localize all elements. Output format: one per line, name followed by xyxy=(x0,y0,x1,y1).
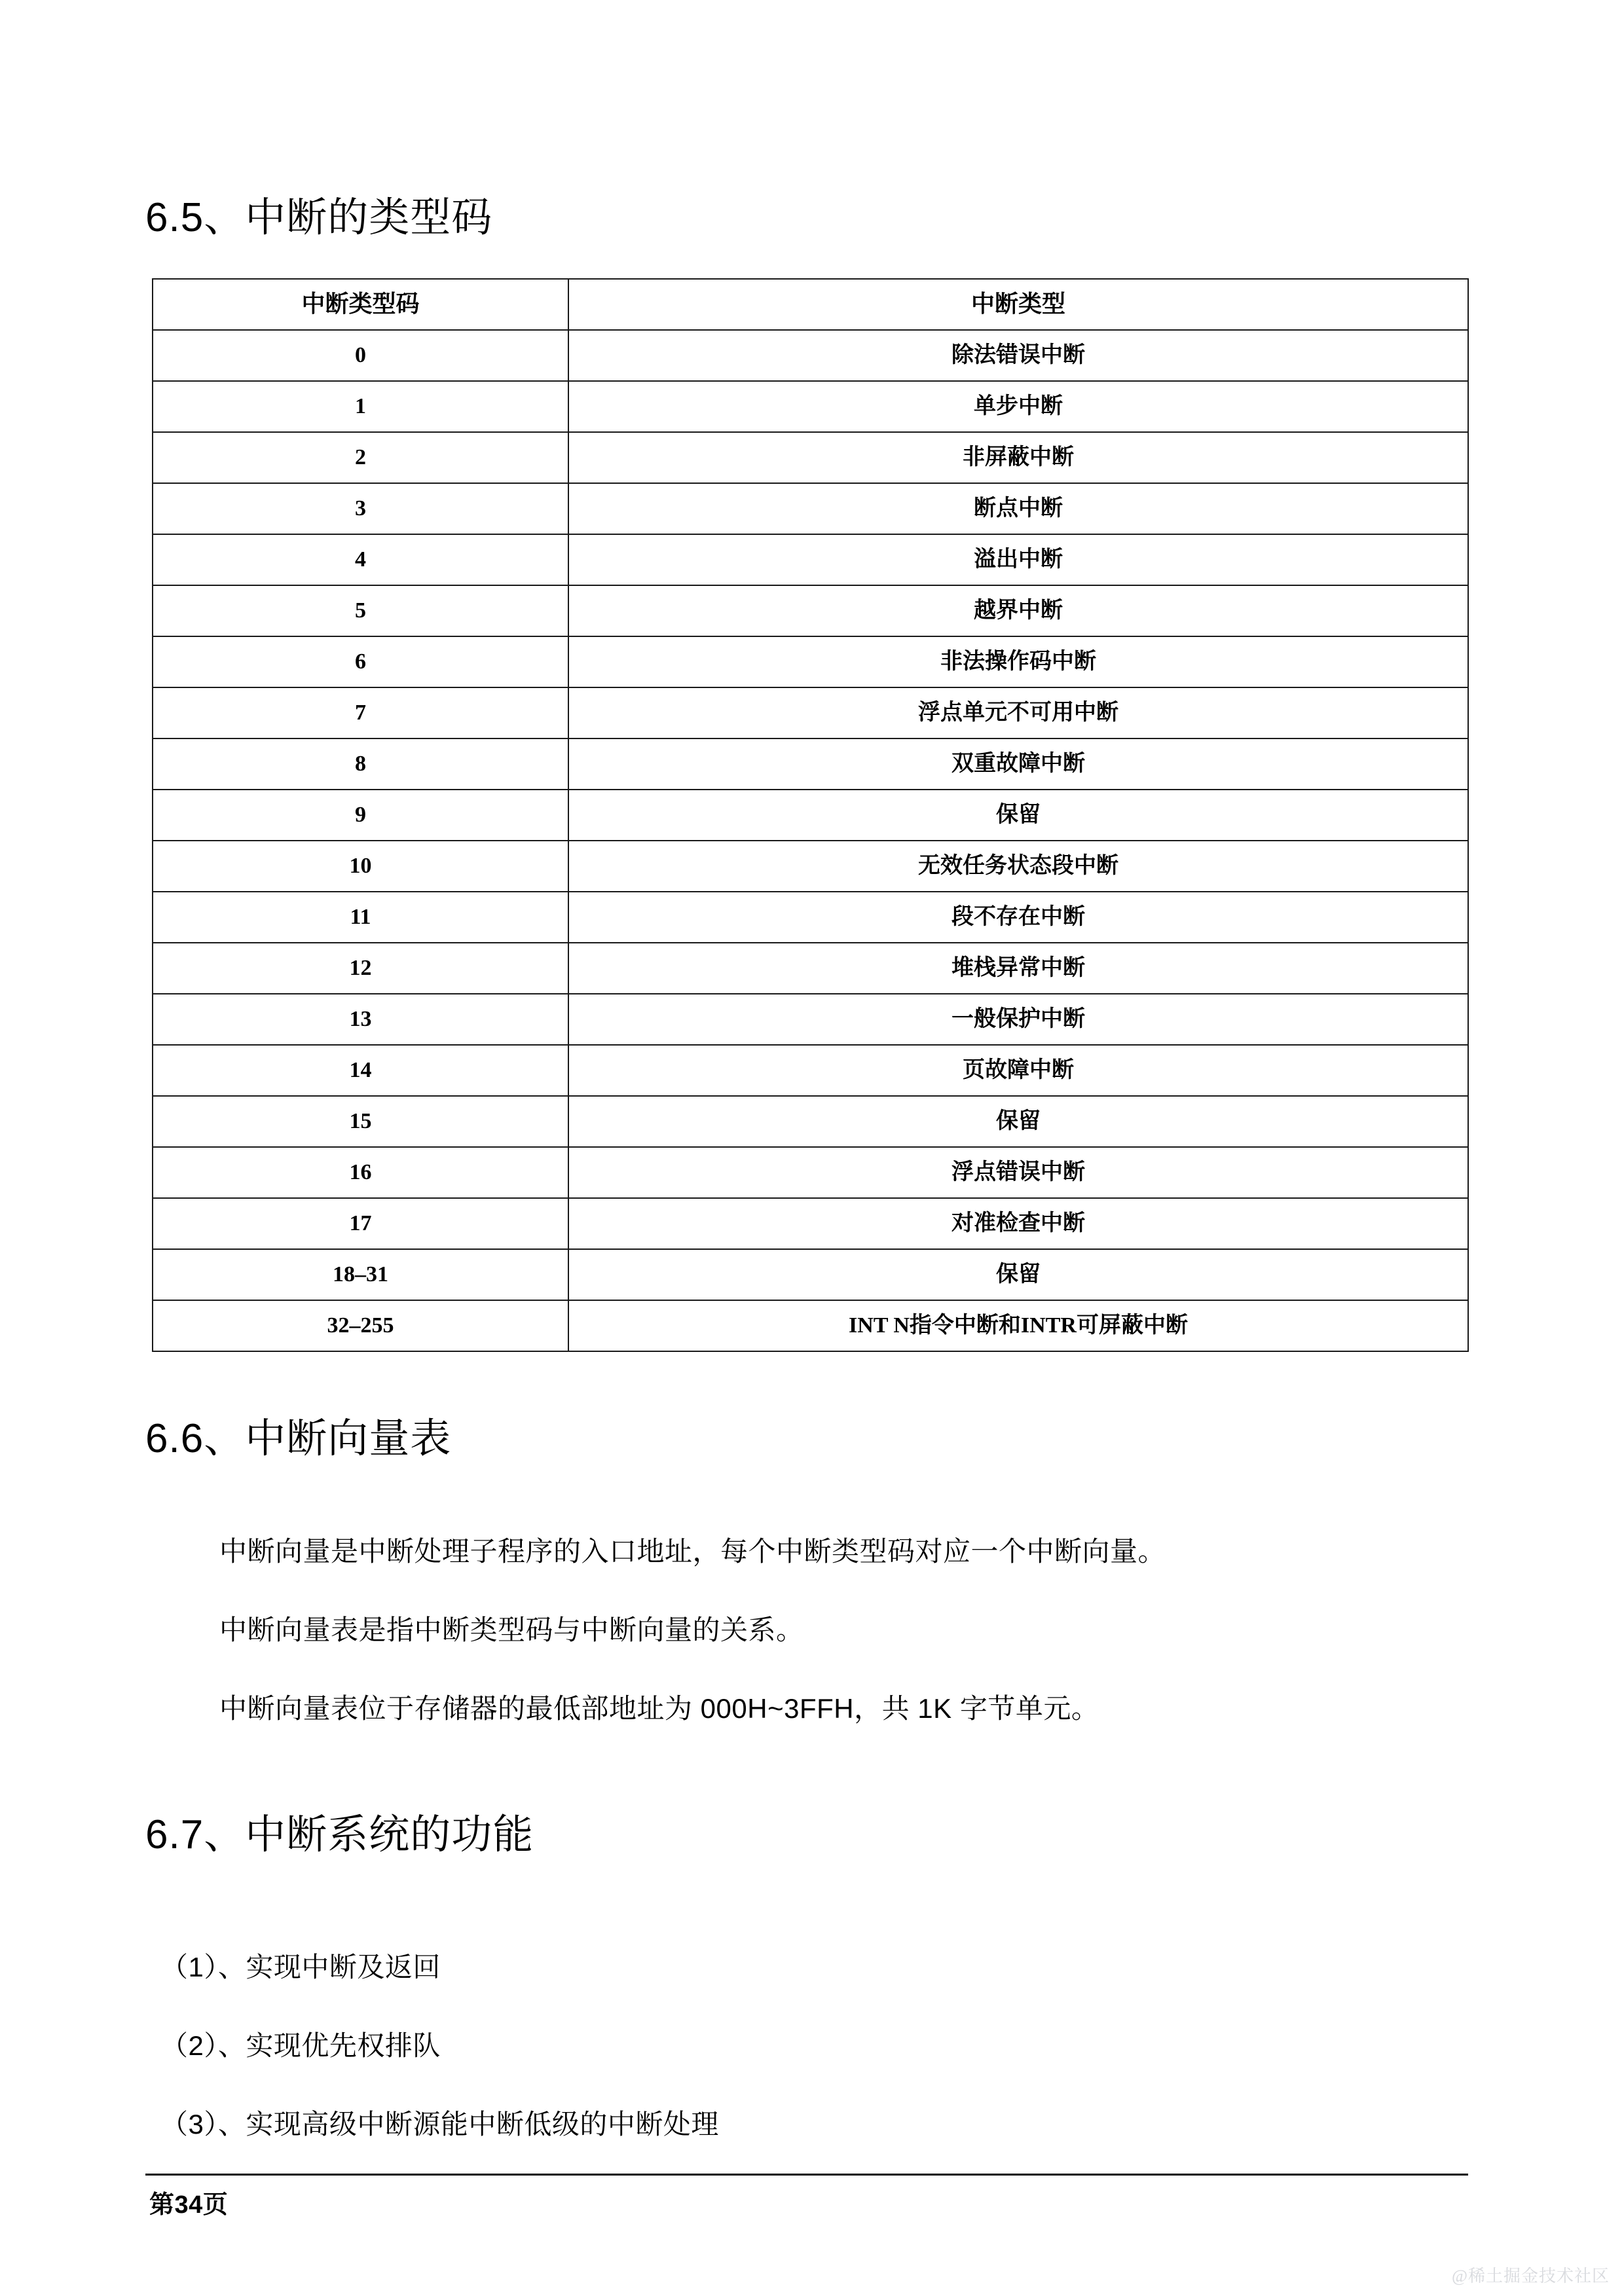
table-header-row xyxy=(153,279,1468,330)
section-heading-6-7: 6.7、中断系统的功能 xyxy=(145,1812,534,1858)
cell-code: 15 xyxy=(153,1096,568,1147)
page-number: 第34页 xyxy=(149,2191,229,2219)
cell-type: 溢出中断 xyxy=(568,534,1468,585)
cell-code: 13 xyxy=(153,994,568,1045)
cell-code: 17 xyxy=(153,1198,568,1249)
cell-type: 保留 xyxy=(568,790,1468,841)
table-header-code: 中断类型码 xyxy=(153,279,568,330)
cell-code: 4 xyxy=(153,534,568,585)
table-row xyxy=(153,1198,1468,1249)
table-row xyxy=(153,738,1468,790)
table-row xyxy=(153,687,1468,738)
cell-type: 段不存在中断 xyxy=(568,892,1468,943)
list-item: （3）、实现高级中断源能中断低级的中断处理 xyxy=(160,2109,719,2140)
cell-code: 6 xyxy=(153,636,568,687)
table-row xyxy=(153,1045,1468,1096)
cell-type: 越界中断 xyxy=(568,585,1468,636)
table-body xyxy=(153,279,1468,1351)
table-header-type: 中断类型 xyxy=(568,279,1468,330)
cell-code: 0 xyxy=(153,330,568,381)
cell-type: 页故障中断 xyxy=(568,1045,1468,1096)
cell-type: 保留 xyxy=(568,1249,1468,1300)
cell-code: 3 xyxy=(153,483,568,534)
table-row xyxy=(153,636,1468,687)
table-row xyxy=(153,330,1468,381)
table-row xyxy=(153,790,1468,841)
cell-type: 单步中断 xyxy=(568,381,1468,432)
cell-type: 非屏蔽中断 xyxy=(568,432,1468,483)
cell-code: 1 xyxy=(153,381,568,432)
interrupt-type-code-table xyxy=(152,278,1469,1352)
cell-code: 7 xyxy=(153,687,568,738)
list-item: （1）、实现中断及返回 xyxy=(160,1952,441,1982)
cell-code: 9 xyxy=(153,790,568,841)
cell-type: INT N指令中断和INTR可屏蔽中断 xyxy=(568,1300,1468,1351)
cell-code: 5 xyxy=(153,585,568,636)
cell-code: 32–255 xyxy=(153,1300,568,1351)
cell-type: 无效任务状态段中断 xyxy=(568,841,1468,892)
paragraph-vector-table-definition: 中断向量表是指中断类型码与中断向量的关系。 xyxy=(219,1614,804,1645)
cell-type: 一般保护中断 xyxy=(568,994,1468,1045)
table-row xyxy=(153,841,1468,892)
cell-code: 12 xyxy=(153,943,568,994)
table-row xyxy=(153,432,1468,483)
section-heading-6-6: 6.6、中断向量表 xyxy=(145,1416,452,1462)
watermark: @稀土掘金技术社区 xyxy=(1452,2267,1610,2286)
cell-type: 浮点错误中断 xyxy=(568,1147,1468,1198)
cell-type: 双重故障中断 xyxy=(568,738,1468,790)
cell-type: 堆栈异常中断 xyxy=(568,943,1468,994)
footer-divider xyxy=(145,2174,1468,2176)
cell-type: 断点中断 xyxy=(568,483,1468,534)
cell-code: 14 xyxy=(153,1045,568,1096)
paragraph-vector-table-address: 中断向量表位于存储器的最低部地址为 000H~3FFH，共 1K 字节单元。 xyxy=(219,1693,1099,1724)
table-row xyxy=(153,381,1468,432)
table-row xyxy=(153,994,1468,1045)
cell-code: 2 xyxy=(153,432,568,483)
table-row xyxy=(153,1249,1468,1300)
cell-code: 16 xyxy=(153,1147,568,1198)
table-row xyxy=(153,483,1468,534)
table-row xyxy=(153,534,1468,585)
section-heading-6-5: 6.5、中断的类型码 xyxy=(145,195,493,241)
cell-type: 对准检查中断 xyxy=(568,1198,1468,1249)
table-row xyxy=(153,585,1468,636)
table-row xyxy=(153,1096,1468,1147)
cell-code: 10 xyxy=(153,841,568,892)
list-item: （2）、实现优先权排队 xyxy=(160,2030,441,2061)
cell-code: 8 xyxy=(153,738,568,790)
table-row xyxy=(153,892,1468,943)
table-row xyxy=(153,1300,1468,1351)
cell-type: 非法操作码中断 xyxy=(568,636,1468,687)
cell-type: 除法错误中断 xyxy=(568,330,1468,381)
table-row xyxy=(153,1147,1468,1198)
table-row xyxy=(153,943,1468,994)
cell-type: 浮点单元不可用中断 xyxy=(568,687,1468,738)
paragraph-interrupt-vector-definition: 中断向量是中断处理子程序的入口地址，每个中断类型码对应一个中断向量。 xyxy=(219,1536,1166,1567)
cell-type: 保留 xyxy=(568,1096,1468,1147)
cell-code: 11 xyxy=(153,892,568,943)
cell-code: 18–31 xyxy=(153,1249,568,1300)
